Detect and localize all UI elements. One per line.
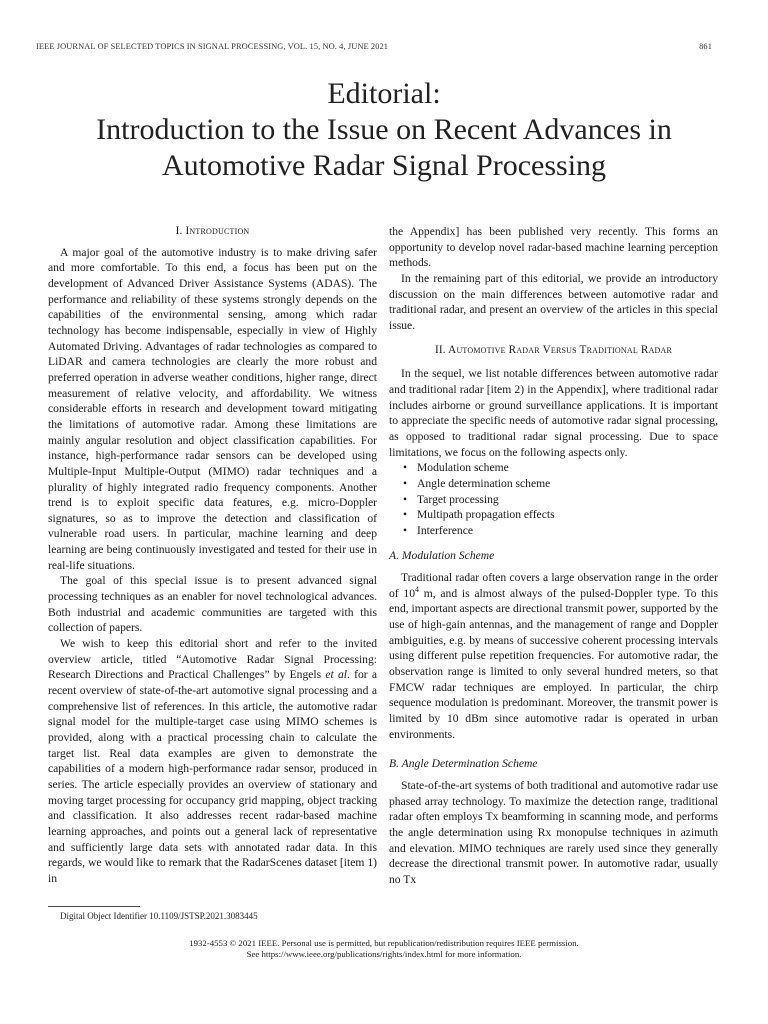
section-heading-introduction: I. Introduction (175, 225, 250, 237)
p3-text-a: We wish to keep this editorial short and refer to the invited overview article, titled “Automotive Radar Signal Processing: Research Directions and Practical Challenges” by Engels (48, 637, 377, 682)
bullet-icon: • (403, 476, 408, 490)
intro-paragraph-2: The goal of this special issue is to present advanced signal processing techniques as an enabler for novel technological advances. Both industrial and academic communities are targeted with this collection of papers. (48, 574, 377, 635)
list-item (403, 460, 718, 476)
p3-text-b: . for a recent overview of state-of-the-art automotive signal processing and a comprehensive list of references. In this article, the automotive radar signal model for the multiple-target case using MIMO schemes is provided, along with a practical processing chain to calculate the target list. Real data examples are given to demonstrate the capabilities of a modern high-performance radar sensor, produced in series. The article especially provides an overview of stationary and moving target processing for occupancy grid mapping, object tracking and classification. It also addresses recent radar-based machine learning approaches, and points out a general lack of representative and sufficiently large data sets with annotated radar data. In this regards, we would like to remark that the RadarScenes dataset [item 1) in (48, 668, 377, 885)
exponent: 4 (415, 584, 419, 594)
title-line-2: Introduction to the Issue on Recent Advances in (96, 113, 672, 146)
continued-paragraph: the Appendix] has been published very recently. This forms an opportunity to develop novel radar-based machine learning perception methods. (389, 225, 718, 270)
list-item-label: Multipath propagation effects (417, 508, 555, 522)
journal-name: IEEE JOURNAL OF SELECTED TOPICS IN SIGNAL PROCESSING, VOL. 15, NO. 4, JUNE 2021 (36, 42, 389, 51)
list-item-label: Interference (417, 523, 473, 537)
list-item-label: Modulation scheme (417, 461, 509, 475)
page-number: 861 (699, 42, 712, 51)
intro-paragraph-3 (48, 636, 377, 887)
list-item-label: Target processing (417, 492, 499, 506)
remaining-paragraph: In the remaining part of this editorial, we provide an introductory discussion on the main differences between automotive radar and traditional radar, and present an overview of the articles in this special issue. (389, 271, 718, 332)
list-item (403, 476, 718, 492)
running-header (36, 42, 712, 51)
title-line-3: Automotive Radar Signal Processing (161, 149, 607, 182)
bullet-icon: • (403, 523, 408, 537)
et-al: et al (325, 668, 347, 682)
bullet-icon: • (403, 492, 408, 506)
subsection-heading-modulation: A. Modulation Scheme (389, 549, 495, 563)
list-item (403, 523, 718, 539)
modulation-text-b: m, and is almost always of the pulsed-Doppler type. To this end, important aspects are directional transmit power, supported by the use of high-gain antennas, and the management of range and Doppler ambiguities, e.g. by means of successive coherent processing intervals using different pulse repetition frequencies. For automotive radar, the observation range is limited to only several hundred meters, so that FMCW radar techniques are employed. In particular, the chirp sequence modulation is predominant. Moreover, the transmit power is limited by 10 dBm since automotive radar is operated in urban environments. (389, 586, 719, 741)
intro-paragraph-1: A major goal of the automotive industry is to make driving safer and more comfortable. To this end, a focus has been put on the development of Advanced Driver Assistance Systems (ADAS). The performance and reliability of these systems strongly depends on the capabilities of the environmental sensing, among which radar technology has become indispensable, especially in view of Highly Automated Driving. Advantages of radar technologies as compared to LiDAR and camera technologies are clearly the more robust and preferred operation in adverse weather conditions, higher range, direct measurement of relative velocity, and affordability. We witness considerable efforts in research and development toward mitigating the limitations of automotive radar. Among these limitations are mainly angular resolution and object classification capabilities. For instance, high-performance radar sensors can be developed using Multiple-Input Multiple-Output (MIMO) radar techniques and a plurality of highly integrated radio frequency components. Another trend is to exploit specific data features, e.g. micro-Doppler signatures, so as to improve the detection and classification of vulnerable road users. In particular, machine learning and deep learning are being continuously investigated and tested for their use in real-life situations. (48, 245, 377, 572)
copyright-line-2: See https://www.ieee.org/publications/rights/index.html for more information. (246, 949, 522, 959)
bullet-icon: • (403, 508, 408, 522)
sequel-paragraph: In the sequel, we list notable differences between automotive radar and traditional radar [item 2) in the Appendix], where traditional radar includes airborne or ground surveillance applications. It is important to appreciate the specific needs of automotive radar signal processing, as opposed to traditional radar signal processing. Due to space limitations, we focus on the following aspects only. (389, 367, 718, 459)
doi-footnote: Digital Object Identifier 10.1109/JSTSP.2021.3083445 (60, 911, 258, 921)
copyright-line-1: 1932-4553 © 2021 IEEE. Personal use is permitted, but republication/redistribution requires IEEE permission. (189, 938, 579, 948)
article-title (40, 76, 728, 184)
modulation-paragraph (389, 570, 718, 742)
aspects-list (389, 460, 718, 538)
modulation-text-a: Traditional radar often covers a large observation range in the order of 10 (389, 571, 718, 600)
list-item (403, 492, 718, 508)
list-item-label: Angle determination scheme (417, 476, 551, 490)
right-column (389, 224, 718, 888)
section-heading-automotive-vs-traditional: II. Automotive Radar Versus Traditional Radar (434, 343, 673, 356)
left-column (48, 224, 377, 887)
title-line-1: Editorial: (327, 77, 441, 110)
copyright-footer (0, 938, 768, 960)
list-item (403, 507, 718, 523)
angle-paragraph: State-of-the-art systems of both traditional and automotive radar use phased array technology. To maximize the detection range, traditional radar often employs Tx beamforming in scanning mode, and performs the angle determination using Rx monopulse techniques in azimuth and elevation. MIMO techniques are rarely used since they generally decrease the directional transmit power. In automotive radar, usually no Tx (389, 779, 718, 886)
footnote-divider (48, 906, 140, 907)
bullet-icon: • (403, 461, 408, 475)
subsection-heading-angle: B. Angle Determination Scheme (389, 757, 538, 771)
